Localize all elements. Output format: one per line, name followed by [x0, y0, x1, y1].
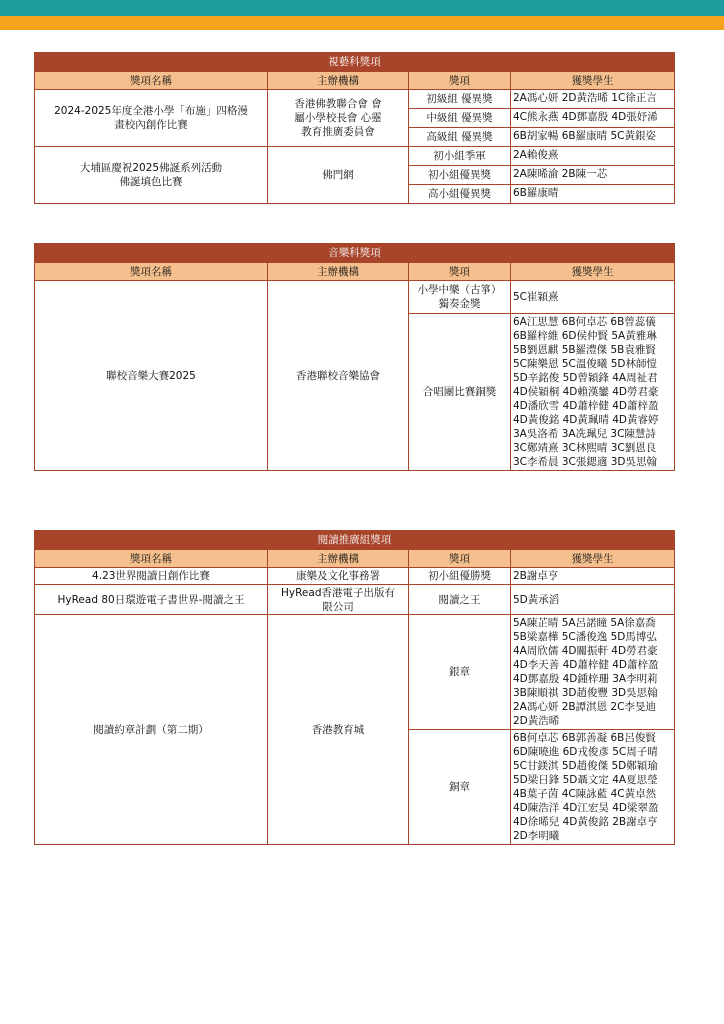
award: 初小組優異獎 [409, 166, 511, 185]
music-title: 音樂科獎項 [35, 244, 675, 263]
header-award: 獎項 [409, 550, 511, 568]
competition-name: 閱讀約章計劃（第二期） [35, 615, 268, 845]
award: 初小組優勝獎 [409, 568, 511, 585]
competition-name: 2024-2025年度全港小學「布施」四格漫畫校內創作比賽 [35, 90, 268, 147]
organizer: HyRead香港電子出版有限公司 [268, 585, 409, 615]
students: 2A陳晞渝 2B陳一芯 [511, 166, 675, 185]
students: 2A馮心妍 2D黃浩晞 1C徐正言 [511, 90, 675, 109]
header-students: 獲獎學生 [511, 550, 675, 568]
award: 閱讀之王 [409, 585, 511, 615]
header-award-name: 獎項名稱 [35, 550, 268, 568]
students: 2B謝卓亨 [511, 568, 675, 585]
organizer: 佛門網 [268, 147, 409, 204]
visual-arts-table [34, 52, 675, 204]
reading-table [34, 530, 675, 845]
header-organizer: 主辦機構 [268, 263, 409, 281]
organizer: 香港聯校音樂協會 [268, 281, 409, 471]
award: 小學中樂（古箏）獨奏金獎 [409, 281, 511, 314]
competition-name: HyRead 80日環遊電子書世界-閱讀之王 [35, 585, 268, 615]
students: 6B羅康晴 [511, 185, 675, 204]
header-band-teal [0, 0, 724, 16]
award: 中級組 優異獎 [409, 109, 511, 128]
organizer: 香港佛教聯合會 會屬小學校長會 心靈教育推廣委員會 [268, 90, 409, 147]
students: 5C崔穎熹 [511, 281, 675, 314]
header-students: 獲獎學生 [511, 263, 675, 281]
header-award: 獎項 [409, 72, 511, 90]
visual-arts-title: 視藝科獎項 [35, 53, 675, 72]
award: 高小組優異獎 [409, 185, 511, 204]
award: 銅章 [409, 730, 511, 845]
header-award: 獎項 [409, 263, 511, 281]
students: 6B何卓芯 6B郭善凝 6B呂俊賢 6D陳曉進 6D戎俊彥 5C周子晴 5C甘鎂淇 5D趙俊傑 5D鄭穎瑜 5D梁日鋒 5D聶文定 4A夏思瑩 4B葉子茵 4C陳詠藍 4C黃卓然 4D陳浩洋 4D江宏昊 4D梁翠盈 4D徐晞兒 4D黃俊銘 2B謝卓亨 2D李明曦 [511, 730, 675, 845]
competition-name: 大埔區慶祝2025佛誕系列活動 佛誕填色比賽 [35, 147, 268, 204]
reading-title: 閱讀推廣組獎項 [35, 531, 675, 550]
competition-name: 4.23世界閱讀日創作比賽 [35, 568, 268, 585]
organizer: 香港教育城 [268, 615, 409, 845]
header-award-name: 獎項名稱 [35, 263, 268, 281]
header-award-name: 獎項名稱 [35, 72, 268, 90]
award: 銀章 [409, 615, 511, 730]
music-table [34, 243, 675, 471]
students: 5D黃承滔 [511, 585, 675, 615]
students: 5A陳芷晴 5A呂諾瞳 5A徐嘉喬 5B梁嘉樺 5C潘俊逸 5D馬博弘 4A周欣儒 4D關振軒 4D勞君豪 4D李天善 4D蕭梓健 4D蕭梓盈 4D鄧嘉殷 4D鍾梓珊 3A李明莉 3B陳順祺 3D趙俊豐 3D吳思翰 2A馮心妍 2B譚淇恩 2C李旻迪 2D黃浩晞 [511, 615, 675, 730]
header-organizer: 主辦機構 [268, 72, 409, 90]
students: 2A賴俊熹 [511, 147, 675, 166]
award: 初小組季軍 [409, 147, 511, 166]
header-organizer: 主辦機構 [268, 550, 409, 568]
header-band-orange [0, 16, 724, 30]
award: 合唱團比賽銅獎 [409, 314, 511, 471]
award: 初級組 優異獎 [409, 90, 511, 109]
students: 6A江思慧 6B何卓芯 6B曾蕊儀 6B羅梓維 6D侯仲賢 5A黃雅琳 5B劉恩麒 5B羅澧傑 5B袁雅賢 5C陳樂恩 5C溫俊曦 5D林師愷 5D辛銘俊 5D曾穎鋒 4A周祉君 4D侯穎桐 4D賴漢鑾 4D勞君豪 4D潘欣雪 4D蕭梓健 4D蕭梓盈 4D黃俊銘 4D黃珮晴 4D黃睿婷 3A吳洛希 3A冼珮兒 3C陳慧詩 3C鄭靖熹 3C林熙晴 3C劉恩良 3C李希晨 3C張鍶適 3D吳思翰 [511, 314, 675, 471]
competition-name: 聯校音樂大賽2025 [35, 281, 268, 471]
students: 6B胡家暢 6B羅康晴 5C黃銀姿 [511, 128, 675, 147]
organizer: 康樂及文化事務署 [268, 568, 409, 585]
students: 4C熊永燕 4D鄧嘉殷 4D張妤浠 [511, 109, 675, 128]
award: 高級組 優異獎 [409, 128, 511, 147]
header-students: 獲獎學生 [511, 72, 675, 90]
